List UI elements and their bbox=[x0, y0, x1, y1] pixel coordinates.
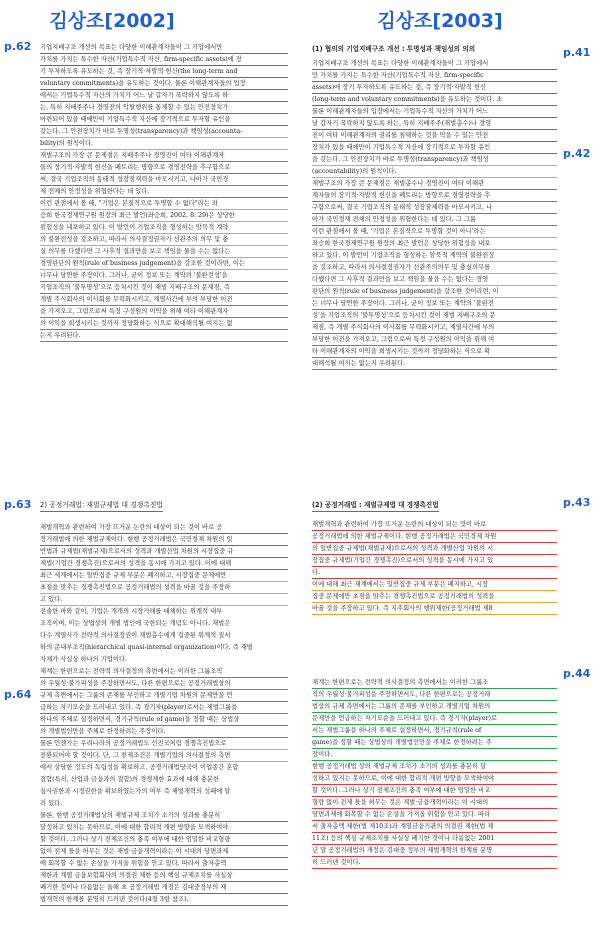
text-line: 초점을 맞추는 경쟁촉진법으로 공정거래법의 성격을 바꿀 것을 주장하 bbox=[40, 582, 288, 594]
text-line: 재벌개혁과 관련하여 가장 뜨거운 논란의 대상이 되는 것이 바로 bbox=[312, 519, 557, 531]
text-line: 제법(기업간 경쟁촉진)으로서의 성격을 동시에 가지고 있다. 이에 대해 bbox=[40, 558, 288, 570]
text-line: game)을 정할 때는 상법상의 개별법인만을 주체로 한정하려는 주 bbox=[312, 737, 557, 749]
text-line: 개별 주식회사의 이사회를 무력화시키고, 계열사간에 부의 부당한 이전 bbox=[40, 294, 288, 306]
text-line: 는 너무나 당연한 주장이다. 그러나, 균이 정보 또는 계약의 '불완전 bbox=[312, 298, 557, 310]
text-line: 규제 측면에서는 그룹의 존재를 부인하고 개별기업 차원의 문제만을 언 bbox=[40, 690, 288, 702]
page-label-p63: p.63 bbox=[4, 498, 32, 511]
text-line: 전환되어야 할 것이다. 단, 그 전제조건은 개별기업의 의사결정의 측면 bbox=[40, 750, 288, 762]
text-line: 을 가져오고, 그럼으로써 특정 구성원의 이익을 위해 여타 이해관계자 bbox=[40, 306, 288, 318]
text-line: 당면과제에 회복할 수 없는 손상을 가져올 위험을 안고 있다. 따라 bbox=[312, 809, 557, 821]
text-line: 급하는 자기모순을 드러내고 있다. 즉 경기자(player)로서는 재벌그룹을 bbox=[40, 702, 288, 714]
text-line: (long-term and voluntary commitments)을 유도하는 것이다. 소 bbox=[312, 94, 557, 106]
text-line: 좌승희 한국경제연구원 원장의 최근 발언은 상당한 위험성을 내포 bbox=[312, 238, 557, 250]
text-line: 계자들의 장기적·자발적 헌신을 폐트리는 방향으로 경영전략을 추 bbox=[312, 190, 557, 202]
text-line: 서는 재벌그룹을 하나의 주체로 설정하면서, 경기규칙(rule of bbox=[312, 725, 557, 737]
page-label-p64: p.64 bbox=[4, 688, 32, 701]
text-line: 법상의 규제 측면에서는 그룹의 존재를 부인하고 개별기업 차원의 bbox=[312, 701, 557, 713]
text-line: 제 전체의 안정성을 위협한다는 데 있다. bbox=[40, 186, 288, 198]
section-heading: 2) 공정거래법: 재벌규제법 대 경쟁촉진법 bbox=[40, 500, 288, 516]
text-line: 다수 계열사가 전략적 의사결정권이 재벌총수에게 집중된 위계적 질서 bbox=[40, 632, 231, 639]
text-line: 기업조직의 '불투명성'으로 등치시킨 것이 재벌 지배구조의 문제점, 즉 bbox=[40, 282, 288, 294]
text-line: 경영판단의 원칙(rule of business judgement)을 강조한 것이라면, 이는 bbox=[40, 258, 288, 270]
text-line: 는, 특히 지배주주나 경영진의 악탈행위를 통제할 수 있는 안전장치가 bbox=[40, 102, 288, 114]
text-line: 재계는 한편으로는 전략적 의사결정의 측면에서는 이러한 그룹조 bbox=[312, 677, 557, 689]
text-line: 물론 이해관계자들의 입장에서는 기업특수적 자산의 가치가 어느 bbox=[312, 106, 557, 118]
text-line: 반법과 규제법(재벌규제)으로서의 성격과 개별산업 차원의 시장집중 규 bbox=[40, 546, 288, 558]
text-line: 타 이해관계자의 이익을 희생시키는 것까지 정당화하는 식으로 확 bbox=[312, 346, 557, 358]
text-line: 기업지배구조 개선의 목표는 다양한 이해관계자들이 그 기업에서만 bbox=[40, 42, 288, 54]
text-line: 부당한 이전을 가져오고, 그럼으로써 특정 구성원의 이익을 위해 여 bbox=[312, 334, 557, 346]
text-line: 하나의 주체로 설정하면서, 경기규칙(rule of game)을 정할 때는 상법상 bbox=[40, 714, 288, 726]
text-line: 에서는 기업특수적 자산의 가치가 어느 날 갑자기 폭락하지 않도록 하 bbox=[40, 90, 288, 102]
page-label-p43: p.43 bbox=[563, 496, 591, 509]
text-line: 결합(특히, 산업과 금융과의 결합)의 경쟁제한 효과에 대해 충분한 bbox=[40, 776, 220, 783]
text-line: 11조) 등의 핵심 규제조치를 사실상 폐기한 것이나 다름없는 2001 bbox=[312, 833, 557, 845]
text-line: 대해석될 여지는 없는지 우려된다. bbox=[312, 358, 557, 370]
text-line: 판단의 원칙(rule of business judgement)을 강조한 것이라면, 이 bbox=[312, 286, 557, 298]
text-line: 이런 관점에서 볼 때, "기업은 본질적으로 투명할 수 없다"라는 좌 bbox=[40, 198, 288, 210]
left-bottom-text bbox=[40, 500, 288, 906]
text-line: 폐기한 것이나 다름없는 올해 초 공정거래법 개정은 김대중정부의 재 bbox=[40, 882, 288, 894]
text-line: 현행 공정거래법 상의 재벌규제 조치가 소기의 성과를 충분히 달 bbox=[312, 761, 557, 773]
text-line: 승희 한국경제연구원 원장의 최근 발언(좌승희, 2002. 8. 29)은 상당한 bbox=[40, 210, 288, 222]
section-heading: (1) 협의의 기업지배구조 개선 : 투명성과 책임성의 의의 bbox=[312, 45, 476, 53]
text-line: 정거래법에 의한 재벌규제이다. 현행 공정거래법은 국민경제 차원의 일 bbox=[40, 534, 288, 546]
text-line: 구함으로써, 결국 기업조직의 동태적 성장잠재력을 마모시키고, 나 bbox=[312, 202, 557, 214]
text-line: 아가 국민경제 전체의 안정성을 위협한다는 데 있다. 그 그룹 bbox=[312, 214, 557, 226]
text-line: (accountability)의 원칙이다. bbox=[312, 166, 557, 178]
text-line: 히 드러낸 것이다. bbox=[312, 857, 557, 869]
text-line: 할 것이다. 그러나 상기 전제조건의 충족 여부에 대한 엄밀한 비교 bbox=[312, 785, 557, 797]
text-line: 너무나 당연한 주장이다. 그러나, 균이 정보 또는 계약의 '불완전성'을 bbox=[40, 270, 288, 282]
text-line: 공정거래법에 의한 재벌규제이다. 현행 공정거래법은 국민경제 차원 bbox=[312, 531, 557, 543]
text-line: 다. bbox=[312, 567, 557, 579]
text-line: 만 가치를 가지는 특수한 자산(기업특수적 자산, firm-specific bbox=[312, 70, 557, 82]
text-line: 바꿀 것을 주장하고 있다. 즉 지주회사의 행위제한(공정거래법 제8 bbox=[312, 603, 557, 615]
text-line: 조직이며, 이는 상법상의 개별 법인에 국한되는 개념도 아니다. 재벌은 bbox=[40, 620, 231, 627]
text-line: 써, 결국 기업조직의 동태적 성장잠재력을 마모시키고, 나아가 국민경 bbox=[40, 174, 288, 186]
text-line: 심사권한과 시정권한을 확보하였는가의 여부 즉 재벌개혁의 성패에 달 bbox=[40, 788, 231, 795]
text-line: 재벌개혁과 관련하여 가장 뜨거운 논란의 대상이 되는 것이 바로 공 bbox=[40, 522, 288, 534]
text-line: 성'을 기업조직의 '불투명성'으로 등치시킨 것이 재벌 지배구조의 문 bbox=[312, 310, 557, 322]
page-label-p44: p.44 bbox=[563, 667, 591, 680]
text-line: 할 것이다. 그러나 상기 전제조건의 충족 여부에 대한 엄밀한 비교형량 bbox=[40, 834, 288, 846]
text-line: 위험성을 내포하고 있다. 이 발언이 기업조직을 형성하는 암묵적 계약 bbox=[40, 222, 288, 234]
right-mid-text bbox=[312, 500, 557, 615]
text-line: 려 있다. bbox=[40, 800, 63, 807]
text-line: 형량 없이 전제 틀을 허무는 것은 재벌·금융개혁이라는 이 시대의 bbox=[312, 797, 557, 809]
text-line: 기 투자하도록 유도하는 것, 즉 장기적·자발적 헌신(the long-term and bbox=[40, 66, 288, 78]
text-line: 이에 대해 최근 재계에서는 일반집중 규제 부분은 폐지하고, 시장 bbox=[312, 579, 557, 591]
text-line: 의 이익을 희생시키는 것까지 정당화하는 식으로 확대해석될 여지는 없 bbox=[40, 318, 288, 330]
text-line: 자체가 사실상 하나의 기업이다. bbox=[40, 656, 128, 663]
page-label-p62: p.62 bbox=[4, 40, 32, 53]
text-line: 의 일반집중 규제법(재벌규제)으로서의 성격과 개별산업 차원의 시 bbox=[312, 543, 557, 555]
text-line: 문제만을 언급하는 자기모순을 드러내고 있다. 즉 경기자(player)로 bbox=[312, 713, 557, 725]
text-line: 갖는다. 그 안전장치가 바로 투명성(transparency)과 책임성(accounta- bbox=[40, 126, 288, 138]
text-line: 집중 문제에만 초점을 맞추는 경쟁촉진법으로 공정거래법의 성격을 bbox=[312, 591, 557, 603]
text-line: 벌개혁의 한계를 분명히 드러낸 것이다(4절 3항 참조). bbox=[40, 894, 288, 906]
text-line: 하고 있다. 이 발언이 기업조직을 형성하는 암묵적 계약의 불완전성 bbox=[312, 250, 557, 262]
text-line: 을 갖는다. 그 안전장치가 바로 투명성(transparency)과 책임성 bbox=[312, 154, 557, 166]
text-line: 전술한 바와 같이, 기업은 개개의 시장거래를 대체하는 위계적 내부 bbox=[40, 608, 223, 615]
text-line: 재벌구조의 가장 큰 문제점은 지배주주나 경영진이 여타 이해관계자 bbox=[40, 150, 288, 162]
text-line: 성하고 있지는 못하므로, 이에 대한 합리적 개편 방향을 모색하여야 bbox=[312, 773, 557, 785]
text-line: 서 출자총액 제한(법 제10조)과 계열금융기관의 의결권 제한(법 제 bbox=[312, 821, 557, 833]
text-line: 이런 관점에서 볼 때, '기업은 본질적으로 투명할 것이 아니'라는 bbox=[312, 226, 557, 238]
text-line: 기업지배구조 개선의 목표는 다양한 이해관계자들이 그 기업에서 bbox=[312, 58, 557, 70]
right-title: 김상조[2003] bbox=[377, 10, 503, 32]
text-line: 는지 우려된다. bbox=[40, 330, 288, 342]
text-line: 직의 우월성·불가피성을 주장하면서도, 다른 한편으로는 공정거래 bbox=[312, 689, 557, 701]
text-line: 에서 상당한 정도의 독립성을 확보하고, 공정거래법당국이 이업종간 혼합 bbox=[40, 764, 239, 771]
text-line: 을 강조하고, 따라서 의사결정권자가 선관주의의무 및 충실의무를 bbox=[312, 262, 557, 274]
page-label-p41: p.41 bbox=[563, 46, 591, 59]
text-line: bility)의 원칙이다. bbox=[40, 138, 288, 150]
text-line: 물론, 현행 공정거래법상의 재벌규제 조치가 소기의 성과를 충분히 bbox=[40, 810, 288, 822]
text-line: 달성하고 있지는 못하므로, 이에 대한 합리적 개편 방향을 모색하여야 bbox=[40, 822, 288, 834]
text-line: 최근 세계에서는 일반집중 규제 부분은 폐지하고, 시장집중 문제에만 bbox=[40, 570, 288, 582]
right-top-text bbox=[312, 44, 557, 370]
left-top-text bbox=[40, 42, 288, 342]
text-line: 날 갑자기 폭락하지 않도록 하는, 특히 지배주주(재벌총수)나 경영 bbox=[312, 118, 557, 130]
text-line: 의 불완전성을 강조하고, 따라서 의사결정권자가 선관주의 의무 및 충 bbox=[40, 234, 288, 246]
page-label-p42: p.42 bbox=[563, 147, 591, 160]
text-line: 없이 전제 틀을 허무는 것은 재벌·금융개혁이라는 이 시대의 당면과제 bbox=[40, 846, 288, 858]
text-line: 하의 준내부조직(hierarchical quasi-internal organization)이다. 즉 재벌 bbox=[40, 644, 253, 651]
text-line: 들의 장기적·자발적 헌신을 폐트리는 방향으로 경영전략을 추구함으로 bbox=[40, 162, 288, 174]
text-line: 고 있다. bbox=[40, 594, 288, 606]
text-line: 년 말 공정거래법의 개정은 김대중 정부의 재벌개혁의 한계를 분명 bbox=[312, 845, 557, 857]
text-line: 제점, 즉 개별 주식회사의 이사회를 무력화시키고, 계열사간에 부의 bbox=[312, 322, 557, 334]
text-line: 의 우월성·불가피성을 주장하면서도, 다른 한편으로는 공정거래법상의 bbox=[40, 678, 288, 690]
text-line: 실 의무를 다했다면 그 사후적 결과만을 보고 책임을 물을 수는 없다는 bbox=[40, 246, 288, 258]
text-line: 가치를 가지는 특수한 자산(기업특수적 자산, firm-specific assets)에 장 bbox=[40, 54, 288, 66]
text-line: 에 회복할 수 없는 손상을 가져올 위험을 안고 있다. 따라서 출자총액 bbox=[40, 858, 288, 870]
section-heading: (2) 공정거래법 : 재벌규제법 대 경쟁촉진법 bbox=[312, 500, 557, 516]
text-line: 마련되어 있을 때에만이 기업특수적 자산에 장기적으로 투자할 유인을 bbox=[40, 114, 288, 126]
text-line: 재벌구조의 가장 큰 문제점은 재벌총수나 경영진이 여타 이해관 bbox=[312, 178, 557, 190]
text-line: 제한과 계열 금융보험회사의 의결권 제한 등의 핵심 규제조치를 사실상 bbox=[40, 870, 288, 882]
text-line: 진이 여타 이해관계자의 권리를 침해하는 것을 막을 수 있는 안전 bbox=[312, 130, 557, 142]
text-line: voluntary commitments)을 유도하는 것이다. 물론 이해관계자들의 입장 bbox=[40, 78, 288, 90]
text-line: 다했다면 그 사후적 결과만을 보고 책임을 물을 수는 없다는 경영 bbox=[312, 274, 557, 286]
text-line: assets)에 장기 투자하도록 유도하는 것, 즉 장기적·자발적 헌신 bbox=[312, 82, 557, 94]
text-line: 장치가 있을 때에만이 기업특수적 자산에 장기적으로 투자할 유인 bbox=[312, 142, 557, 154]
text-line: 재계는 한편으로는 전략적 의사결정의 측면에서는 이러한 그룹조직 bbox=[40, 666, 288, 678]
right-bottom-text bbox=[312, 677, 557, 869]
text-line: 장집중 규제법(기업간 경쟁촉진)으로서의 성격을 동시에 가지고 있 bbox=[312, 555, 557, 567]
left-title: 김상조[2002] bbox=[49, 10, 175, 32]
text-line: 의 개별법인만을 주체로 한정하려는 주장이다. bbox=[40, 726, 288, 738]
text-line: 장이다. bbox=[312, 749, 557, 761]
text-line: 물론 언젠가는 우리나라의 공정거래법도 선진국처럼 경쟁촉진법으로 bbox=[40, 738, 288, 750]
